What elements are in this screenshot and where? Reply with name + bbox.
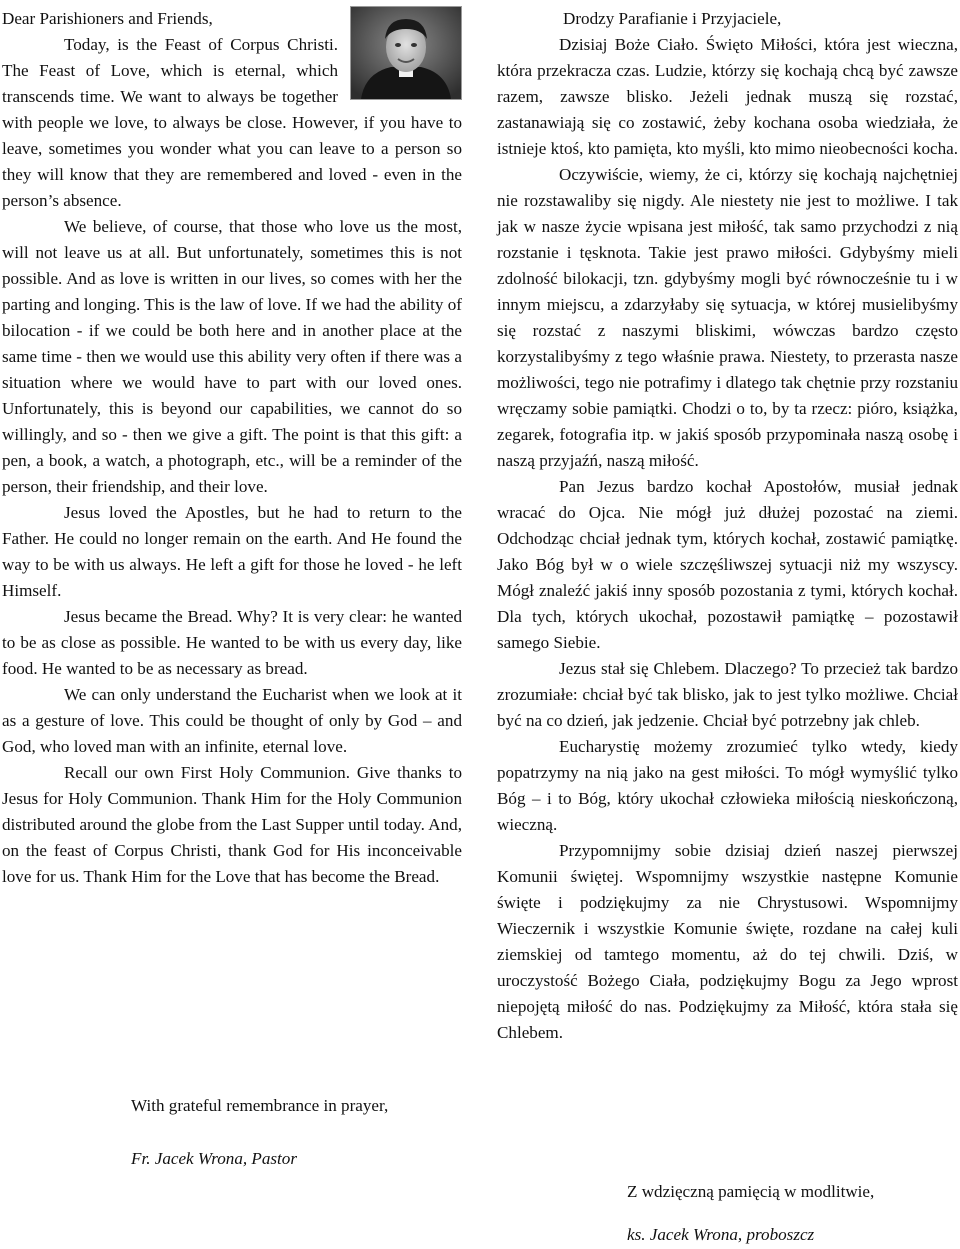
english-paragraph: Jesus loved the Apostles, but he had to return to the Father. He could no longer remain on the earth. And He found the way to be with us always. He left a gift for those he loved - he left Himself. xyxy=(2,503,462,600)
polish-column xyxy=(497,6,958,1046)
polish-closing: Z wdzięczną pamięcią w modlitwie, xyxy=(627,1182,875,1201)
polish-paragraph: Dzisiaj Boże Ciało. Święto Miłości, która jest wieczna, która przekracza czas. Ludzie, którzy się kochają chcą być zawsze razem, zawsze blisko. Jeżeli jednak muszą się rozstać, zastanawiają się co zostawić, żeby kochana osoba wiedziała, że istnieje ktoś, kto pamięta, kto myśli, kto mimo nieobecności kocha. xyxy=(497,35,958,158)
english-paragraph: Today, is the Feast of Corpus Christi. The Feast of Love, which is eternal, which transcends time. We want to always be together with people we love, to always be close. However, if you have to leave, sometimes you wonder what you can leave to a person so they will know that they are remembered and loved - even in the person’s absence. xyxy=(2,35,462,210)
english-greeting: Dear Parishioners and Friends, xyxy=(2,9,213,28)
english-paragraph: Jesus became the Bread. Why? It is very clear: he wanted to be as close as possible. He wanted to be with us every day, like food. He wanted to be as necessary as bread. xyxy=(2,607,462,678)
polish-paragraph: Pan Jezus bardzo kochał Apostołów, musiał jednak wracać do Ojca. Nie mógł już dłużej pozostać na ziemi. Odchodząc chciał jednak tym, których kochał, zostawić pamiątkę. Jako Bóg był w o wiele szczęśliwszej sytuacji niż my wszyscy. Mógł znaleźć jakiś inny sposób pozostania z tymi, których kochał. Dla tych, których ukochał, pozostawił pamiątkę – pozostawił samego Siebie. xyxy=(497,477,958,652)
english-column xyxy=(2,6,462,890)
polish-greeting: Drodzy Parafianie i Przyjaciele, xyxy=(563,9,782,28)
polish-paragraph: Oczywiście, wiemy, że ci, którzy się kochają najchętniej nie rozstawaliby się nigdy. Ale niestety nie jest to możliwe. I tak jak w nasze życie wpisana jest miłość, tak samo przychodzi z nią rozstanie i tęsknota. Takie jest prawo miłości. Gdybyśmy mieli zdolność bilokacji, tzn. gdybyśmy mogli być równocześnie tu i w innym miejscu, a zdarzyłaby się sytuacja, w której musielibyśmy się rozstać z naszymi bliskimi, wówczas bardzo często korzystalibyśmy z tego właśnie prawa. Niestety, to przerasta nasze możliwości, tego nie potrafimy i dlatego tak chętnie przy rozstaniu wręczamy sobie pamiątki. Chodzi o to, by ta rzecz: pióro, książka, zegarek, fotografia itp. w jakiś sposób przypominała naszą osobę i naszą przyjaźń, naszą miłość. xyxy=(497,165,958,470)
pastor-portrait-icon xyxy=(351,7,461,99)
polish-paragraph: Eucharystię możemy zrozumieć tylko wtedy, kiedy popatrzymy na nią jako na gest miłości. To mógł wymyślić tylko Bóg – i to Bóg, który ukochał człowieka miłością nieskończoną, wieczną. xyxy=(497,737,958,834)
english-closing: With grateful remembrance in prayer, xyxy=(131,1096,389,1115)
polish-signature: ks. Jacek Wrona, proboszcz xyxy=(627,1225,815,1244)
pastor-portrait-photo xyxy=(350,6,462,100)
english-paragraph: Recall our own First Holy Communion. Give thanks to Jesus for Holy Communion. Thank Him for the Holy Communion distributed around the globe from the Last Supper until today. And, on the feast of Corpus Christi, thank God for His inconceivable love for us. Thank Him for the Love that has become the Bread. xyxy=(2,763,462,886)
english-signature: Fr. Jacek Wrona, Pastor xyxy=(131,1149,298,1168)
polish-paragraph: Przypomnijmy sobie dzisiaj dzień naszej pierwszej Komunii świętej. Wspomnijmy wszystkie następne Komunie święte i podziękujmy za nie Chrystusowi. Wspomnijmy Wieczernik i wszystkie Komunie święte, rozdane na całej kuli ziemskiej od tamtego momentu, aż do tej chwili. Dziś, w uroczystość Bożego Ciała, podziękujmy Bogu za Jego wprost niepojętą miłość do nas. Podziękujmy za Miłość, która stała się Chlebem. xyxy=(497,841,958,1042)
polish-paragraph: Jezus stał się Chlebem. Dlaczego? To przecież tak bardzo zrozumiałe: chciał być tak blisko, jak to jest tylko możliwe. Chciał być na co dzień, jak jedzenie. Chciał być potrzebny jak chleb. xyxy=(497,659,958,730)
english-paragraph: We believe, of course, that those who love us the most, will not leave us at all. But unfortunately, sometimes this is not possible. And as love is written in our lives, so comes with her the parting and longing. This is the law of love. If we had the ability of bilocation - if we could be both here and in another place at the same time - then we would use this ability very often if there was a situation where we would have to part with our loved ones. Unfortunately, this is beyond our capabilities, we cannot do so willingly, and so - then we give a gift. The point is that this gift: a pen, a book, a watch, a photograph, etc., will be a reminder of the person, their friendship, and their love. xyxy=(2,217,462,496)
english-paragraph: We can only understand the Eucharist when we look at it as a gesture of love. This could be thought of only by God – and God, who loved man with an infinite, eternal love. xyxy=(2,685,462,756)
